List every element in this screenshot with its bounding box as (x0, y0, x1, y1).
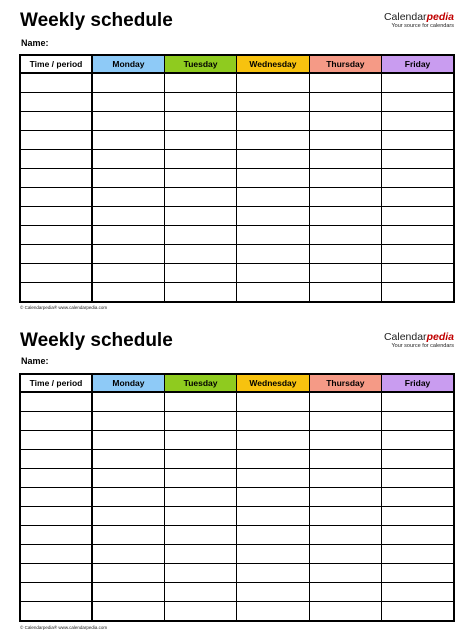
schedule-cell[interactable] (382, 131, 454, 150)
schedule-cell[interactable] (309, 73, 381, 93)
schedule-cell[interactable] (382, 602, 454, 622)
time-period-cell[interactable] (20, 264, 92, 283)
schedule-cell[interactable] (92, 545, 164, 564)
schedule-cell[interactable] (309, 112, 381, 131)
schedule-table (19, 373, 455, 622)
schedule-cell[interactable] (237, 150, 309, 169)
column-header-wednesday: Wednesday (237, 374, 309, 392)
time-period-cell[interactable] (20, 188, 92, 207)
time-period-cell[interactable] (20, 73, 92, 93)
time-period-cell[interactable] (20, 564, 92, 583)
page-title: Weekly schedule (20, 10, 173, 31)
schedule-cell[interactable] (237, 283, 309, 303)
schedule-cell[interactable] (309, 469, 381, 488)
table-row (20, 602, 454, 622)
time-period-cell[interactable] (20, 526, 92, 545)
schedule-cell[interactable] (309, 526, 381, 545)
table-row (20, 131, 454, 150)
schedule-cell[interactable] (382, 392, 454, 412)
logo-tagline: Your source for calendars (391, 22, 454, 29)
time-period-cell[interactable] (20, 602, 92, 622)
schedule-cell[interactable] (92, 392, 164, 412)
schedule-cell[interactable] (164, 450, 236, 469)
time-period-cell[interactable] (20, 150, 92, 169)
schedule-cell[interactable] (164, 392, 236, 412)
schedule-cell[interactable] (164, 207, 236, 226)
table-row (20, 507, 454, 526)
schedule-cell[interactable] (309, 131, 381, 150)
schedule-cell[interactable] (309, 150, 381, 169)
schedule-cell[interactable] (382, 283, 454, 303)
column-header-thursday: Thursday (309, 374, 381, 392)
schedule-cell[interactable] (309, 169, 381, 188)
brand-logo (384, 12, 454, 29)
schedule-cell[interactable] (237, 245, 309, 264)
time-period-cell[interactable] (20, 507, 92, 526)
schedule-cell[interactable] (92, 488, 164, 507)
schedule-cell[interactable] (92, 169, 164, 188)
schedule-cell[interactable] (309, 392, 381, 412)
schedule-cell[interactable] (382, 583, 454, 602)
schedule-cell[interactable] (382, 526, 454, 545)
schedule-cell[interactable] (382, 245, 454, 264)
schedule-cell[interactable] (164, 112, 236, 131)
schedule-cell[interactable] (382, 488, 454, 507)
schedule-cell[interactable] (309, 207, 381, 226)
time-period-cell[interactable] (20, 245, 92, 264)
schedule-cell[interactable] (309, 507, 381, 526)
schedule-cell[interactable] (237, 507, 309, 526)
time-period-cell[interactable] (20, 283, 92, 303)
schedule-cell[interactable] (164, 526, 236, 545)
name-field-label: Name: (21, 356, 49, 366)
schedule-cell[interactable] (92, 469, 164, 488)
schedule-cell[interactable] (382, 73, 454, 93)
schedule-cell[interactable] (164, 469, 236, 488)
time-period-cell[interactable] (20, 583, 92, 602)
table-row (20, 169, 454, 188)
schedule-cell[interactable] (382, 264, 454, 283)
schedule-cell[interactable] (92, 207, 164, 226)
logo-wordmark (384, 332, 454, 343)
brand-logo (384, 332, 454, 349)
table-row (20, 450, 454, 469)
schedule-cell[interactable] (309, 602, 381, 622)
schedule-cell[interactable] (382, 93, 454, 112)
column-header-time-period: Time / period (20, 55, 92, 73)
schedule-cell[interactable] (92, 188, 164, 207)
table-row (20, 264, 454, 283)
schedule-cell[interactable] (164, 131, 236, 150)
schedule-cell[interactable] (309, 245, 381, 264)
schedule-cell[interactable] (309, 283, 381, 303)
schedule-cell[interactable] (309, 188, 381, 207)
schedule-cell[interactable] (237, 469, 309, 488)
schedule-cell[interactable] (309, 431, 381, 450)
schedule-cell[interactable] (237, 488, 309, 507)
schedule-body (20, 73, 454, 302)
schedule-cell[interactable] (237, 73, 309, 93)
schedule-cell[interactable] (164, 602, 236, 622)
schedule-cell[interactable] (237, 450, 309, 469)
time-period-cell[interactable] (20, 431, 92, 450)
table-row (20, 469, 454, 488)
schedule-cell[interactable] (92, 150, 164, 169)
schedule-cell[interactable] (92, 450, 164, 469)
schedule-cell[interactable] (164, 150, 236, 169)
schedule-cell[interactable] (309, 564, 381, 583)
schedule-cell[interactable] (237, 602, 309, 622)
logo-wordmark-accent: pedia (426, 331, 454, 343)
time-period-cell[interactable] (20, 112, 92, 131)
table-row (20, 412, 454, 431)
logo-wordmark (384, 12, 454, 23)
schedule-cell[interactable] (164, 169, 236, 188)
schedule-cell[interactable] (382, 545, 454, 564)
schedule-cell[interactable] (309, 488, 381, 507)
time-period-cell[interactable] (20, 392, 92, 412)
header-row (20, 55, 454, 73)
schedule-cell[interactable] (382, 226, 454, 245)
schedule-cell[interactable] (164, 264, 236, 283)
schedule-cell[interactable] (92, 602, 164, 622)
table-row (20, 392, 454, 412)
schedule-cell[interactable] (237, 131, 309, 150)
schedule-cell[interactable] (237, 264, 309, 283)
schedule-cell[interactable] (92, 93, 164, 112)
schedule-cell[interactable] (164, 488, 236, 507)
column-header-monday: Monday (92, 55, 164, 73)
table-row (20, 526, 454, 545)
schedule-cell[interactable] (92, 431, 164, 450)
logo-wordmark-plain: Calendar (383, 11, 427, 23)
schedule-cell[interactable] (164, 93, 236, 112)
schedule-cell[interactable] (164, 564, 236, 583)
schedule-cell[interactable] (92, 412, 164, 431)
schedule-cell[interactable] (382, 112, 454, 131)
schedule-cell[interactable] (309, 583, 381, 602)
table-row (20, 545, 454, 564)
time-period-cell[interactable] (20, 469, 92, 488)
schedule-cell[interactable] (309, 264, 381, 283)
schedule-cell[interactable] (237, 226, 309, 245)
schedule-cell[interactable] (92, 264, 164, 283)
schedule-cell[interactable] (237, 545, 309, 564)
schedule-cell[interactable] (92, 112, 164, 131)
schedule-cell[interactable] (92, 226, 164, 245)
time-period-cell[interactable] (20, 545, 92, 564)
schedule-cell[interactable] (382, 412, 454, 431)
time-period-cell[interactable] (20, 207, 92, 226)
logo-wordmark-accent: pedia (426, 11, 454, 23)
schedule-cell[interactable] (237, 564, 309, 583)
table-row (20, 93, 454, 112)
schedule-cell[interactable] (309, 226, 381, 245)
time-period-cell[interactable] (20, 169, 92, 188)
schedule-block-2 (0, 320, 474, 644)
schedule-cell[interactable] (382, 207, 454, 226)
column-header-time-period: Time / period (20, 374, 92, 392)
table-row (20, 112, 454, 131)
column-header-tuesday: Tuesday (164, 55, 236, 73)
table-row (20, 226, 454, 245)
table-row (20, 207, 454, 226)
schedule-cell[interactable] (237, 207, 309, 226)
schedule-body (20, 392, 454, 621)
schedule-cell[interactable] (92, 526, 164, 545)
schedule-cell[interactable] (164, 188, 236, 207)
schedule-cell[interactable] (382, 169, 454, 188)
schedule-cell[interactable] (164, 412, 236, 431)
column-header-friday: Friday (382, 374, 454, 392)
schedule-cell[interactable] (237, 583, 309, 602)
schedule-cell[interactable] (237, 431, 309, 450)
schedule-cell[interactable] (382, 564, 454, 583)
table-row (20, 488, 454, 507)
table-row (20, 73, 454, 93)
schedule-cell[interactable] (164, 507, 236, 526)
page-title: Weekly schedule (20, 330, 173, 351)
logo-tagline: Your source for calendars (391, 342, 454, 349)
time-period-cell[interactable] (20, 412, 92, 431)
logo-wordmark-plain: Calendar (383, 331, 427, 343)
schedule-table (19, 54, 455, 303)
time-period-cell[interactable] (20, 226, 92, 245)
schedule-cell[interactable] (164, 283, 236, 303)
schedule-cell[interactable] (92, 245, 164, 264)
schedule-cell[interactable] (309, 450, 381, 469)
column-header-monday: Monday (92, 374, 164, 392)
schedule-cell[interactable] (92, 564, 164, 583)
schedule-cell[interactable] (309, 93, 381, 112)
schedule-cell[interactable] (164, 545, 236, 564)
schedule-cell[interactable] (164, 226, 236, 245)
time-period-cell[interactable] (20, 93, 92, 112)
schedule-cell[interactable] (382, 431, 454, 450)
schedule-cell[interactable] (382, 469, 454, 488)
table-row (20, 245, 454, 264)
copyright-footer: © Calendarpedia® www.calendarpedia.com (20, 625, 108, 630)
schedule-cell[interactable] (164, 245, 236, 264)
table-row (20, 188, 454, 207)
schedule-cell[interactable] (382, 150, 454, 169)
copyright-footer: © Calendarpedia® www.calendarpedia.com (20, 305, 108, 310)
schedule-cell[interactable] (92, 583, 164, 602)
schedule-cell[interactable] (164, 73, 236, 93)
column-header-thursday: Thursday (309, 55, 381, 73)
schedule-cell[interactable] (237, 412, 309, 431)
column-header-tuesday: Tuesday (164, 374, 236, 392)
schedule-cell[interactable] (92, 283, 164, 303)
name-field-label: Name: (21, 38, 49, 48)
schedule-cell[interactable] (164, 431, 236, 450)
table-row (20, 150, 454, 169)
schedule-cell[interactable] (92, 131, 164, 150)
schedule-cell[interactable] (92, 73, 164, 93)
time-period-cell[interactable] (20, 450, 92, 469)
time-period-cell[interactable] (20, 131, 92, 150)
schedule-cell[interactable] (237, 93, 309, 112)
schedule-cell[interactable] (237, 169, 309, 188)
column-header-friday: Friday (382, 55, 454, 73)
time-period-cell[interactable] (20, 488, 92, 507)
schedule-cell[interactable] (237, 112, 309, 131)
schedule-cell[interactable] (382, 507, 454, 526)
table-row (20, 583, 454, 602)
schedule-cell[interactable] (382, 450, 454, 469)
schedule-cell[interactable] (164, 583, 236, 602)
header-row (20, 374, 454, 392)
schedule-cell[interactable] (309, 412, 381, 431)
schedule-cell[interactable] (237, 392, 309, 412)
table-row (20, 564, 454, 583)
schedule-cell[interactable] (92, 507, 164, 526)
table-row (20, 283, 454, 303)
schedule-cell[interactable] (382, 188, 454, 207)
schedule-cell[interactable] (237, 188, 309, 207)
column-header-wednesday: Wednesday (237, 55, 309, 73)
schedule-cell[interactable] (309, 545, 381, 564)
table-row (20, 431, 454, 450)
schedule-cell[interactable] (237, 526, 309, 545)
